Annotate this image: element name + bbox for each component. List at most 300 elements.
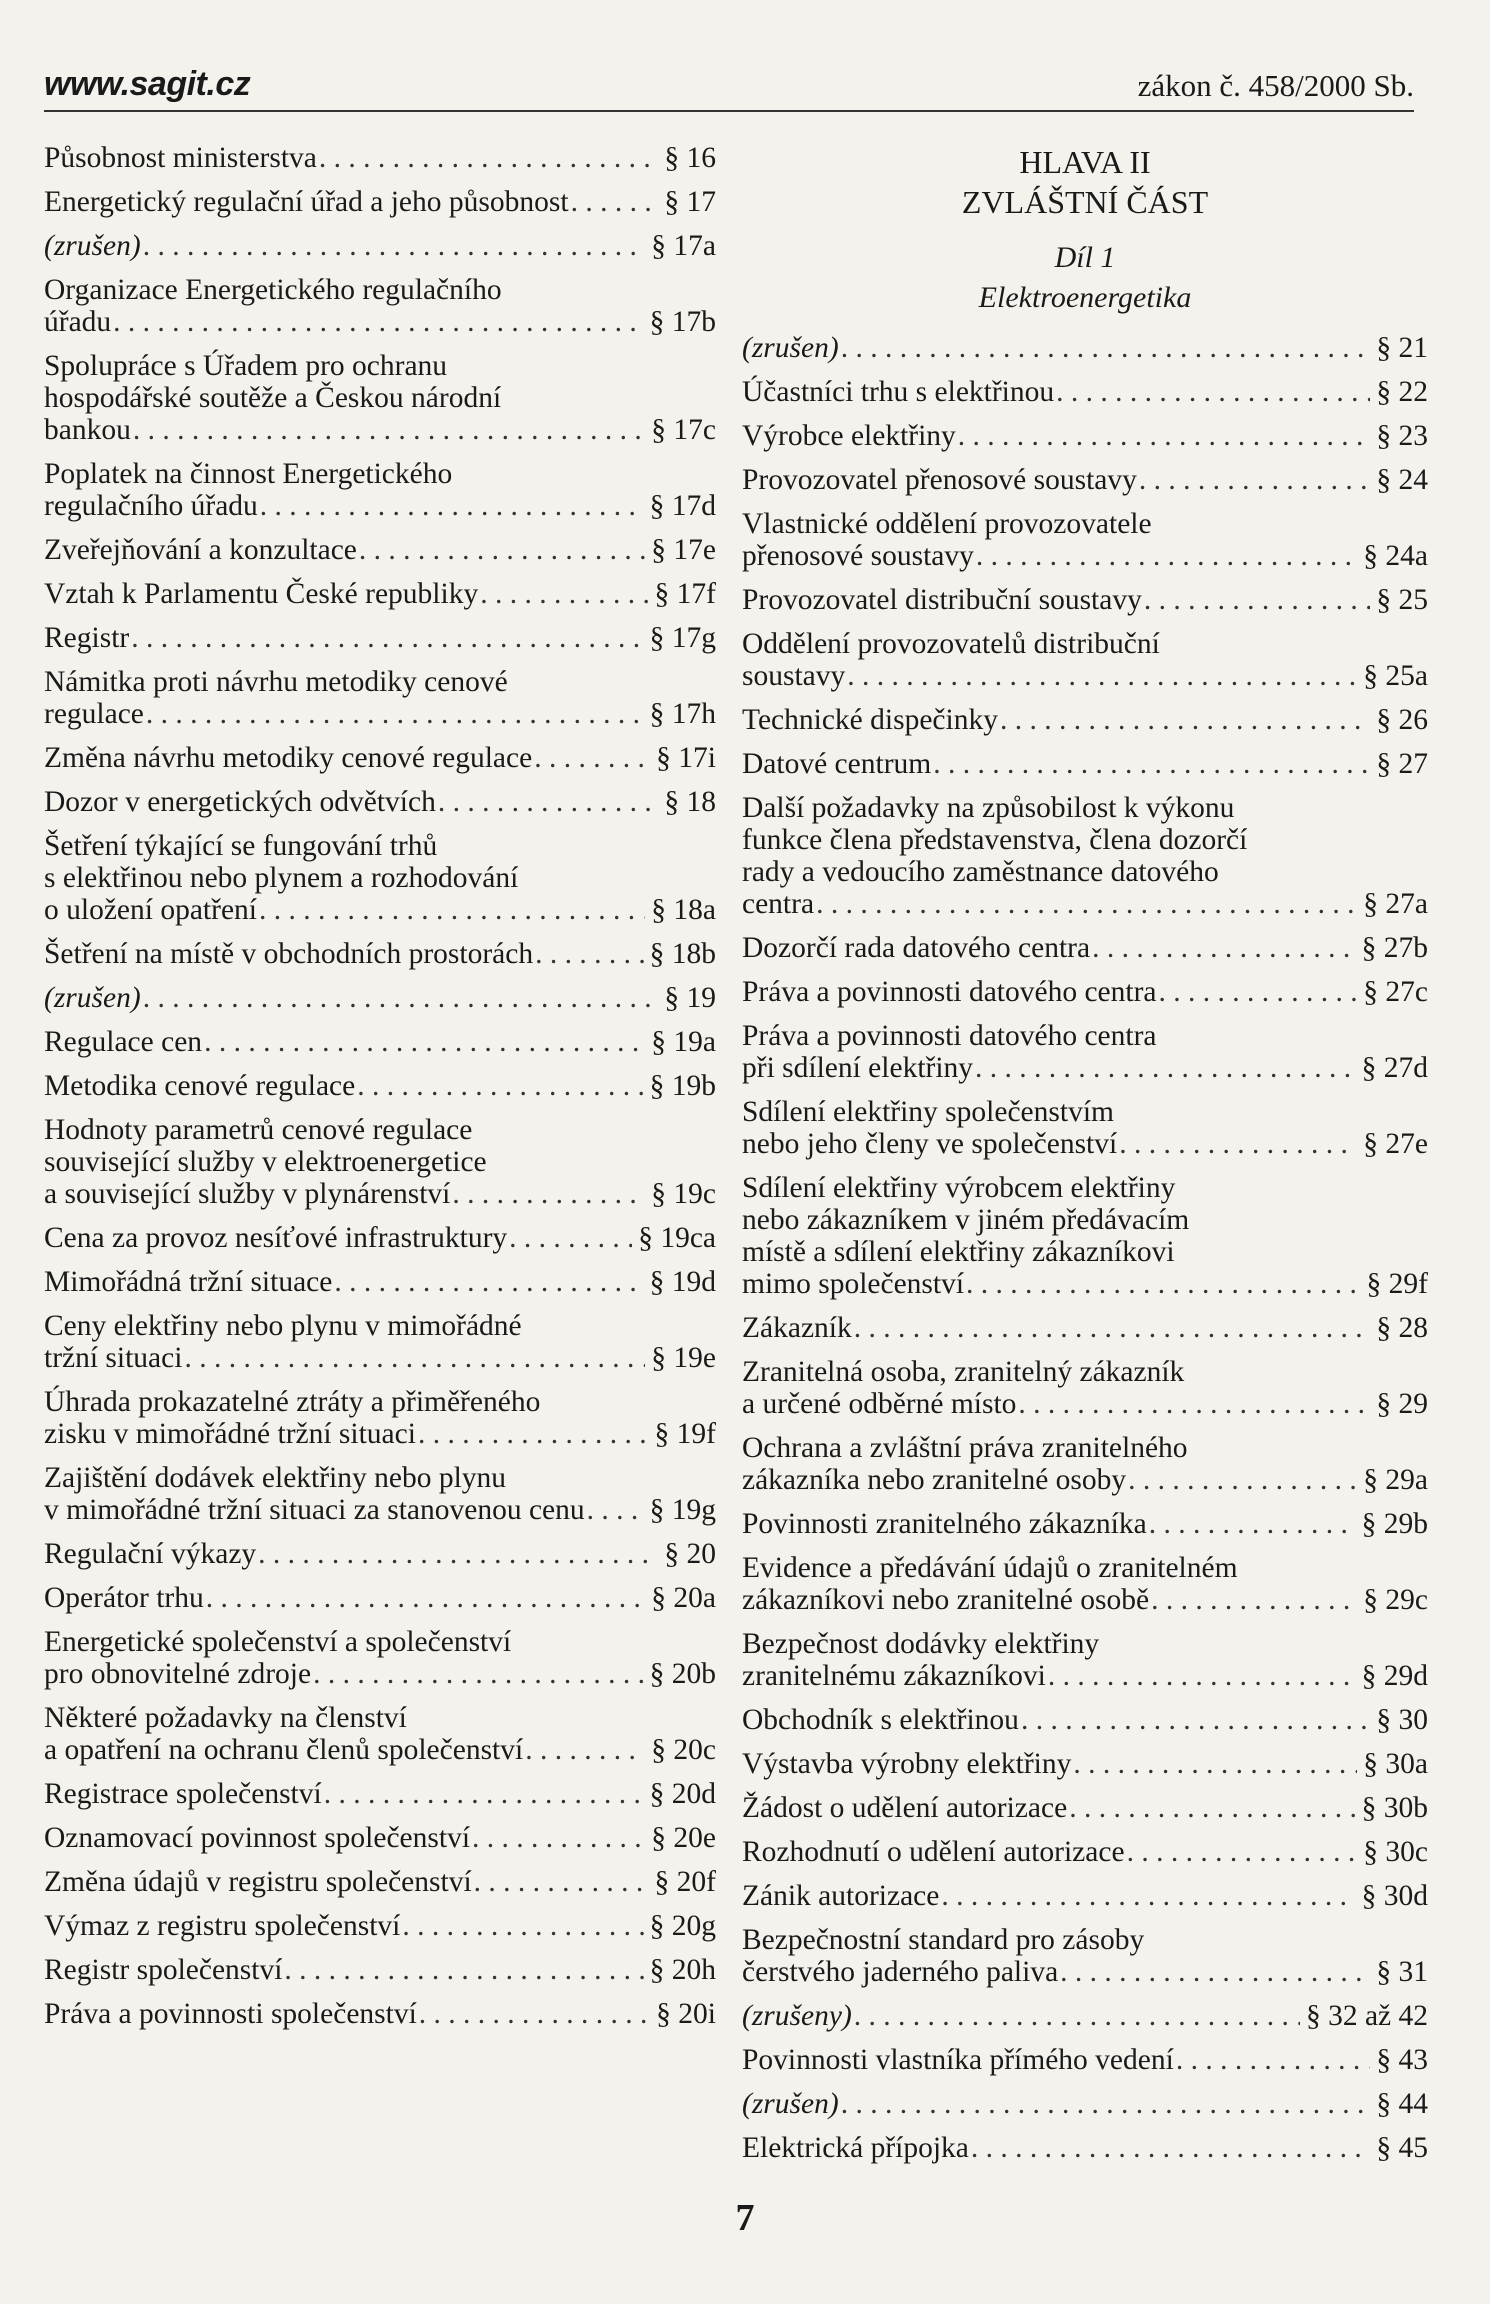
dot-leader [854, 2000, 1300, 2032]
section-number: § 31 [1376, 1956, 1428, 1988]
toc-entry [44, 938, 716, 970]
toc-entry-title: pro obnovitelné zdroje [44, 1658, 312, 1690]
dot-leader [1149, 1508, 1356, 1540]
toc-entry-title-line: Zranitelná osoba, zranitelný zákazník [742, 1356, 1185, 1388]
toc-entry-last-line [742, 660, 1428, 692]
toc-entry [742, 2132, 1428, 2164]
toc-entry-title: Registr společenství [44, 1954, 283, 1986]
dot-leader [204, 1026, 645, 1058]
toc-entry-title: centra [742, 888, 815, 920]
toc-entry [44, 1582, 716, 1614]
dot-leader [1018, 1388, 1370, 1420]
toc-entry [742, 1356, 1428, 1420]
toc-right-entries [742, 332, 1428, 2164]
toc-entry [742, 420, 1428, 452]
toc-entry-title-line: Další požadavky na způsobilost k výkonu [742, 792, 1235, 824]
toc-entry-title: Regulační výkazy [44, 1538, 257, 1570]
section-number: § 43 [1376, 2044, 1428, 2076]
toc-entry-title-line: Bezpečnost dodávky elektřiny [742, 1628, 1100, 1660]
toc-entry-last-line [44, 938, 716, 970]
toc-entry-title-line: nebo zákazníkem v jiném předávacím [742, 1204, 1190, 1236]
toc-entry-title: přenosové soustavy [742, 540, 974, 572]
dot-leader [841, 332, 1371, 364]
dot-leader [143, 982, 659, 1014]
toc-entry-last-line [44, 1222, 716, 1254]
section-number: § 19 [664, 982, 716, 1014]
toc-entry [44, 1626, 716, 1690]
toc-entry-title: Oznamovací povinnost společenství [44, 1822, 471, 1854]
toc-entry [44, 742, 716, 774]
dot-leader [1139, 464, 1370, 496]
section-number: § 20i [656, 1998, 716, 2030]
dot-leader [480, 578, 648, 610]
toc-entry [44, 1822, 716, 1854]
toc-entry-title-line: Spolupráce s Úřadem pro ochranu [44, 350, 448, 382]
toc-entry-last-line [742, 1388, 1428, 1420]
toc-entry-title: Registrace společenství [44, 1778, 322, 1810]
toc-entry-last-line [44, 230, 716, 262]
toc-entry-last-line [44, 578, 716, 610]
toc-entry-title: Povinnosti vlastníka přímého vedení [742, 2044, 1174, 2076]
section-number: § 24a [1363, 540, 1428, 572]
dot-leader [1060, 1956, 1370, 1988]
dot-leader [534, 742, 650, 774]
toc-entry-last-line [44, 1658, 716, 1690]
toc-entry [742, 628, 1428, 692]
toc-entry [742, 1748, 1428, 1780]
toc-entry-last-line [44, 894, 716, 926]
toc-entry-title-line: Poplatek na činnost Energetického [44, 458, 453, 490]
toc-entry-title: a určené odběrné místo [742, 1388, 1017, 1420]
section-number: § 29b [1361, 1508, 1428, 1540]
toc-entry-title-line: Organizace Energetického regulačního [44, 274, 502, 306]
toc-entry-title: Metodika cenové regulace [44, 1070, 356, 1102]
dot-leader [933, 748, 1370, 780]
dot-leader [357, 1070, 643, 1102]
toc-entry [742, 508, 1428, 572]
toc-entry-last-line [44, 534, 716, 566]
dot-leader [941, 1880, 1355, 1912]
dot-leader [966, 1268, 1361, 1300]
toc-entry [44, 1266, 716, 1298]
toc-entry [742, 2000, 1428, 2032]
toc-entry [44, 1222, 716, 1254]
toc-entry-last-line [742, 332, 1428, 364]
toc-entry-last-line [742, 2132, 1428, 2164]
toc-entry-last-line [44, 186, 716, 218]
section-number: § 32 až 42 [1305, 2000, 1428, 2032]
section-number: § 17i [656, 742, 716, 774]
section-number: § 24 [1376, 464, 1428, 496]
toc-entry-title: Účastníci trhu s elektřinou [742, 376, 1055, 408]
section-number: § 18b [649, 938, 716, 970]
site-url: www.sagit.cz [44, 65, 251, 103]
section-number: § 17 [664, 186, 716, 218]
toc-entry-title-line: rady a vedoucího zaměstnance datového [742, 856, 1219, 888]
dot-leader [260, 490, 644, 522]
toc-entry-last-line [44, 1778, 716, 1810]
toc-entry-title: Práva a povinnosti společenství [44, 1998, 417, 2030]
section-number: § 20h [649, 1954, 716, 1986]
section-number: § 17g [649, 622, 716, 654]
section-number: § 20a [651, 1582, 716, 1614]
section-number: § 27a [1363, 888, 1428, 920]
toc-entry [742, 1020, 1428, 1084]
dot-leader [359, 534, 645, 566]
section-number: § 30 [1376, 1704, 1428, 1736]
dot-leader [975, 1052, 1356, 1084]
toc-entry-title: v mimořádné tržní situaci za stanovenou cenu [44, 1494, 585, 1526]
toc-entry-title: Změna návrhu metodiky cenové regulace [44, 742, 533, 774]
section-number: § 22 [1376, 376, 1428, 408]
dot-leader [1073, 1748, 1357, 1780]
toc-entry [742, 2044, 1428, 2076]
section-number: § 25a [1363, 660, 1428, 692]
toc-entry-title: Datové centrum [742, 748, 932, 780]
toc-entry-last-line [44, 1342, 716, 1374]
toc-entry-last-line [44, 742, 716, 774]
toc-entry [742, 464, 1428, 496]
toc-entry [742, 1172, 1428, 1300]
toc-entry-last-line [742, 1836, 1428, 1868]
toc-entry [742, 1508, 1428, 1540]
toc-entry-title-line: Práva a povinnosti datového centra [742, 1020, 1157, 1052]
dot-leader [1159, 976, 1358, 1008]
toc-entry [44, 1910, 716, 1942]
toc-entry-title: Mimořádná tržní situace [44, 1266, 333, 1298]
toc-entry [44, 142, 716, 174]
dot-leader [1069, 1792, 1355, 1824]
section-number: § 30c [1363, 1836, 1428, 1868]
toc-entry-title-line: Evidence a předávání údajů o zranitelném [742, 1552, 1238, 1584]
section-number: § 20f [654, 1866, 716, 1898]
toc-entry-last-line [742, 1052, 1428, 1084]
toc-entry [742, 376, 1428, 408]
dot-leader [841, 2088, 1371, 2120]
dot-leader [1119, 1128, 1357, 1160]
dot-leader [1092, 932, 1356, 964]
section-number: § 19a [651, 1026, 716, 1058]
toc-entry [742, 704, 1428, 736]
toc-entry-last-line [742, 540, 1428, 572]
toc-entry-title-line: související služby v elektroenergetice [44, 1146, 487, 1178]
section-number: § 16 [664, 142, 716, 174]
toc-entry-last-line [742, 1268, 1428, 1300]
section-number: § 17c [651, 414, 716, 446]
toc-entry-last-line [44, 1178, 716, 1210]
section-number: § 20d [649, 1778, 716, 1810]
dot-leader [324, 1778, 644, 1810]
toc-left-column [44, 142, 716, 2042]
toc-entry [44, 578, 716, 610]
toc-entry-title: soustavy [742, 660, 846, 692]
toc-entry-title: zákazníka nebo zranitelné osoby [742, 1464, 1127, 1496]
toc-entry-last-line [44, 1910, 716, 1942]
toc-entry-title: zranitelnému zákazníkovi [742, 1660, 1046, 1692]
toc-entry-last-line [44, 786, 716, 818]
dot-leader [133, 414, 645, 446]
section-number: § 20 [664, 1538, 716, 1570]
dot-leader [1056, 376, 1370, 408]
toc-entry-title: Elektrická přípojka [742, 2132, 969, 2164]
toc-entry [44, 982, 716, 1014]
toc-entry-last-line [742, 584, 1428, 616]
dot-leader [258, 1538, 658, 1570]
dot-leader [284, 1954, 643, 1986]
toc-entry-last-line [44, 982, 716, 1014]
toc-entry-title: bankou [44, 414, 131, 446]
dot-leader [143, 230, 646, 262]
toc-entry-title: Vztah k Parlamentu České republiky [44, 578, 479, 610]
toc-entry-last-line [742, 1956, 1428, 1988]
toc-entry-title-line: Energetické společenství a společenství [44, 1626, 512, 1658]
toc-entry-last-line [742, 1704, 1428, 1736]
toc-entry-last-line [44, 1866, 716, 1898]
toc-entry [742, 1880, 1428, 1912]
toc-entry-last-line [742, 2044, 1428, 2076]
section-number: § 17h [649, 698, 716, 730]
section-number: § 27b [1361, 932, 1428, 964]
toc-entry-last-line [44, 1582, 716, 1614]
dot-leader [1000, 704, 1370, 736]
toc-entry [742, 1096, 1428, 1160]
dot-leader [854, 1312, 1371, 1344]
section-number: § 18a [651, 894, 716, 926]
toc-entry-last-line [44, 1026, 716, 1058]
toc-entry-last-line [44, 622, 716, 654]
section-number: § 19f [654, 1418, 716, 1450]
toc-entry [742, 1792, 1428, 1824]
dot-leader [1151, 1584, 1357, 1616]
section-number: § 27 [1376, 748, 1428, 780]
toc-entry-title: Zánik autorizace [742, 1880, 940, 1912]
dot-leader [1127, 1836, 1358, 1868]
toc-entry-title-line: Sdílení elektřiny společenstvím [742, 1096, 1114, 1128]
toc-entry-last-line [742, 1748, 1428, 1780]
section-number: § 19b [649, 1070, 716, 1102]
dot-leader [958, 420, 1371, 452]
toc-entry-last-line [44, 1070, 716, 1102]
dil-title: Elektroenergetika [978, 281, 1192, 314]
toc-entry [44, 1702, 716, 1766]
toc-entry-title-line: Námitka proti návrhu metodiky cenové [44, 666, 508, 698]
toc-entry-last-line [742, 1312, 1428, 1344]
toc-entry-title: Technické dispečinky [742, 704, 998, 736]
toc-entry-last-line [742, 1464, 1428, 1496]
section-number: § 19d [649, 1266, 716, 1298]
toc-entry-title-line: Bezpečnostní standard pro zásoby [742, 1924, 1145, 1956]
toc-entry [44, 1866, 716, 1898]
toc-entry [44, 1778, 716, 1810]
section-number: § 25 [1376, 584, 1428, 616]
toc-entry-title-line: Sdílení elektřiny výrobcem elektřiny [742, 1172, 1176, 1204]
toc-entry-last-line [742, 932, 1428, 964]
dot-leader [571, 186, 659, 218]
dot-leader [184, 1342, 645, 1374]
dot-leader [976, 540, 1357, 572]
dot-leader [587, 1494, 644, 1526]
toc-entry-title: (zrušen) [742, 332, 839, 364]
section-number: § 18 [664, 786, 716, 818]
toc-entry-last-line [742, 2000, 1428, 2032]
toc-entry [742, 1924, 1428, 1988]
toc-entry-last-line [44, 490, 716, 522]
dot-leader [452, 1178, 645, 1210]
toc-entry [44, 1386, 716, 1450]
toc-entry-title-line: s elektřinou nebo plynem a rozhodování [44, 862, 519, 894]
toc-entry-last-line [44, 1418, 716, 1450]
toc-entry-last-line [742, 1660, 1428, 1692]
toc-entry-last-line [742, 976, 1428, 1008]
toc-entry-title: mimo společenství [742, 1268, 965, 1300]
dot-leader [525, 1734, 645, 1766]
section-number: § 27c [1363, 976, 1428, 1008]
section-number: § 27d [1361, 1052, 1428, 1084]
toc-entry-title-line: Šetření týkající se fungování trhů [44, 830, 438, 862]
toc-entry-title: zákazníkovi nebo zranitelné osobě [742, 1584, 1150, 1616]
toc-entry-last-line [44, 414, 716, 446]
section-number: § 26 [1376, 704, 1428, 736]
toc-entry-last-line [44, 1954, 716, 1986]
section-number: § 29f [1366, 1268, 1428, 1300]
toc-entry-last-line [44, 698, 716, 730]
toc-entry-title: tržní situaci [44, 1342, 183, 1374]
toc-entry-title: Provozovatel distribuční soustavy [742, 584, 1142, 616]
section-number: § 44 [1376, 2088, 1428, 2120]
toc-entry [44, 666, 716, 730]
toc-entry-last-line [44, 1538, 716, 1570]
section-number: § 19g [649, 1494, 716, 1526]
toc-entry-title: úřadu [44, 306, 112, 338]
dot-leader [535, 938, 644, 970]
dot-leader [1176, 2044, 1371, 2076]
toc-entry-title: Práva a povinnosti datového centra [742, 976, 1157, 1008]
dot-leader [1021, 1704, 1370, 1736]
dot-leader [259, 894, 645, 926]
dot-leader [438, 786, 659, 818]
toc-entry-title: Provozovatel přenosové soustavy [742, 464, 1137, 496]
toc-entry-title: Registr [44, 622, 130, 654]
toc-entry-title: Změna údajů v registru společenství [44, 1866, 472, 1898]
toc-entry-title-line: Vlastnické oddělení provozovatele [742, 508, 1152, 540]
toc-entry-title: Operátor trhu [44, 1582, 204, 1614]
dot-leader [313, 1658, 644, 1690]
dot-leader [971, 2132, 1370, 2164]
toc-entry-title-line: Ceny elektřiny nebo plynu v mimořádné [44, 1310, 522, 1342]
hlava-title: HLAVA II [1019, 144, 1151, 180]
toc-entry-last-line [44, 1822, 716, 1854]
toc-entry-title: zisku v mimořádné tržní situaci [44, 1418, 416, 1450]
toc-entry-title: a opatření na ochranu členů společenství [44, 1734, 524, 1766]
toc-entry-last-line [742, 1128, 1428, 1160]
section-number: § 17b [649, 306, 716, 338]
toc-entry [44, 1310, 716, 1374]
toc-entry-title-line: Hodnoty parametrů cenové regulace [44, 1114, 473, 1146]
toc-entry-title-line: Oddělení provozovatelů distribuční [742, 628, 1160, 660]
toc-entry-last-line [44, 1998, 716, 2030]
page-header [44, 60, 1414, 112]
chapter-heading [742, 142, 1428, 318]
toc-entry-title: nebo jeho členy ve společenství [742, 1128, 1118, 1160]
dot-leader [472, 1822, 645, 1854]
toc-entry-title-line: Úhrada prokazatelné ztráty a přiměřeného [44, 1386, 541, 1418]
section-number: § 20b [649, 1658, 716, 1690]
section-number: § 30a [1363, 1748, 1428, 1780]
toc-entry-title: Výmaz z registru společenství [44, 1910, 401, 1942]
section-number: § 29c [1363, 1584, 1428, 1616]
toc-entry-title: (zrušeny) [742, 2000, 852, 2032]
toc-entry [742, 1432, 1428, 1496]
toc-entry [44, 350, 716, 446]
dot-leader [146, 698, 644, 730]
toc-entry-last-line [742, 1792, 1428, 1824]
section-number: § 30d [1361, 1880, 1428, 1912]
dot-leader [402, 1910, 643, 1942]
toc-entry [44, 1462, 716, 1526]
toc-entry-title: při sdílení elektřiny [742, 1052, 974, 1084]
toc-entry-last-line [742, 464, 1428, 496]
toc-entry [44, 1114, 716, 1210]
toc-entry-last-line [742, 1508, 1428, 1540]
toc-entry-last-line [44, 306, 716, 338]
toc-entry-title: regulačního úřadu [44, 490, 258, 522]
dot-leader [816, 888, 1357, 920]
toc-entry-title: Cena za provoz nesíťové infrastruktury [44, 1222, 508, 1254]
toc-entry-last-line [742, 888, 1428, 920]
toc-entry [742, 2088, 1428, 2120]
toc-entry [742, 976, 1428, 1008]
law-reference: zákon č. 458/2000 Sb. [1137, 68, 1414, 103]
toc-entry [44, 786, 716, 818]
dot-leader [319, 142, 658, 174]
toc-entry-title: Žádost o udělení autorizace [742, 1792, 1068, 1824]
dot-leader [474, 1866, 649, 1898]
dot-leader [1144, 584, 1371, 616]
toc-entry [44, 1998, 716, 2030]
toc-entry [44, 458, 716, 522]
toc-entry-title-line: Zajištění dodávek elektřiny nebo plynu [44, 1462, 507, 1494]
section-number: § 29d [1361, 1660, 1428, 1692]
toc-entry [44, 1954, 716, 1986]
toc-entry-title: Regulace cen [44, 1026, 203, 1058]
toc-entry [742, 584, 1428, 616]
dot-leader [418, 1418, 649, 1450]
toc-entry-title: Působnost ministerstva [44, 142, 317, 174]
dot-leader [419, 1998, 650, 2030]
toc-entry [44, 534, 716, 566]
section-number: § 29 [1376, 1388, 1428, 1420]
dot-leader [1128, 1464, 1357, 1496]
section-number: § 17d [649, 490, 716, 522]
section-number: § 30b [1361, 1792, 1428, 1824]
toc-entry [742, 748, 1428, 780]
dil-number: Díl 1 [1054, 241, 1116, 274]
toc-entry-last-line [44, 1734, 716, 1766]
toc-entry-title: Energetický regulační úřad a jeho působnost [44, 186, 569, 218]
toc-entry-last-line [44, 1266, 716, 1298]
section-number: § 21 [1376, 332, 1428, 364]
toc-entry-last-line [742, 748, 1428, 780]
toc-entry [742, 332, 1428, 364]
toc-entry-title: (zrušen) [44, 230, 141, 262]
toc-entry-title-line: funkce člena představenstva, člena dozorčí [742, 824, 1248, 856]
section-number: § 17f [654, 578, 716, 610]
toc-entry-title: Povinnosti zranitelného zákazníka [742, 1508, 1147, 1540]
toc-entry-last-line [742, 704, 1428, 736]
toc-entry-title: Šetření na místě v obchodních prostorách [44, 938, 534, 970]
toc-entry-title: Zveřejňování a konzultace [44, 534, 357, 566]
toc-right-column [742, 142, 1428, 2176]
